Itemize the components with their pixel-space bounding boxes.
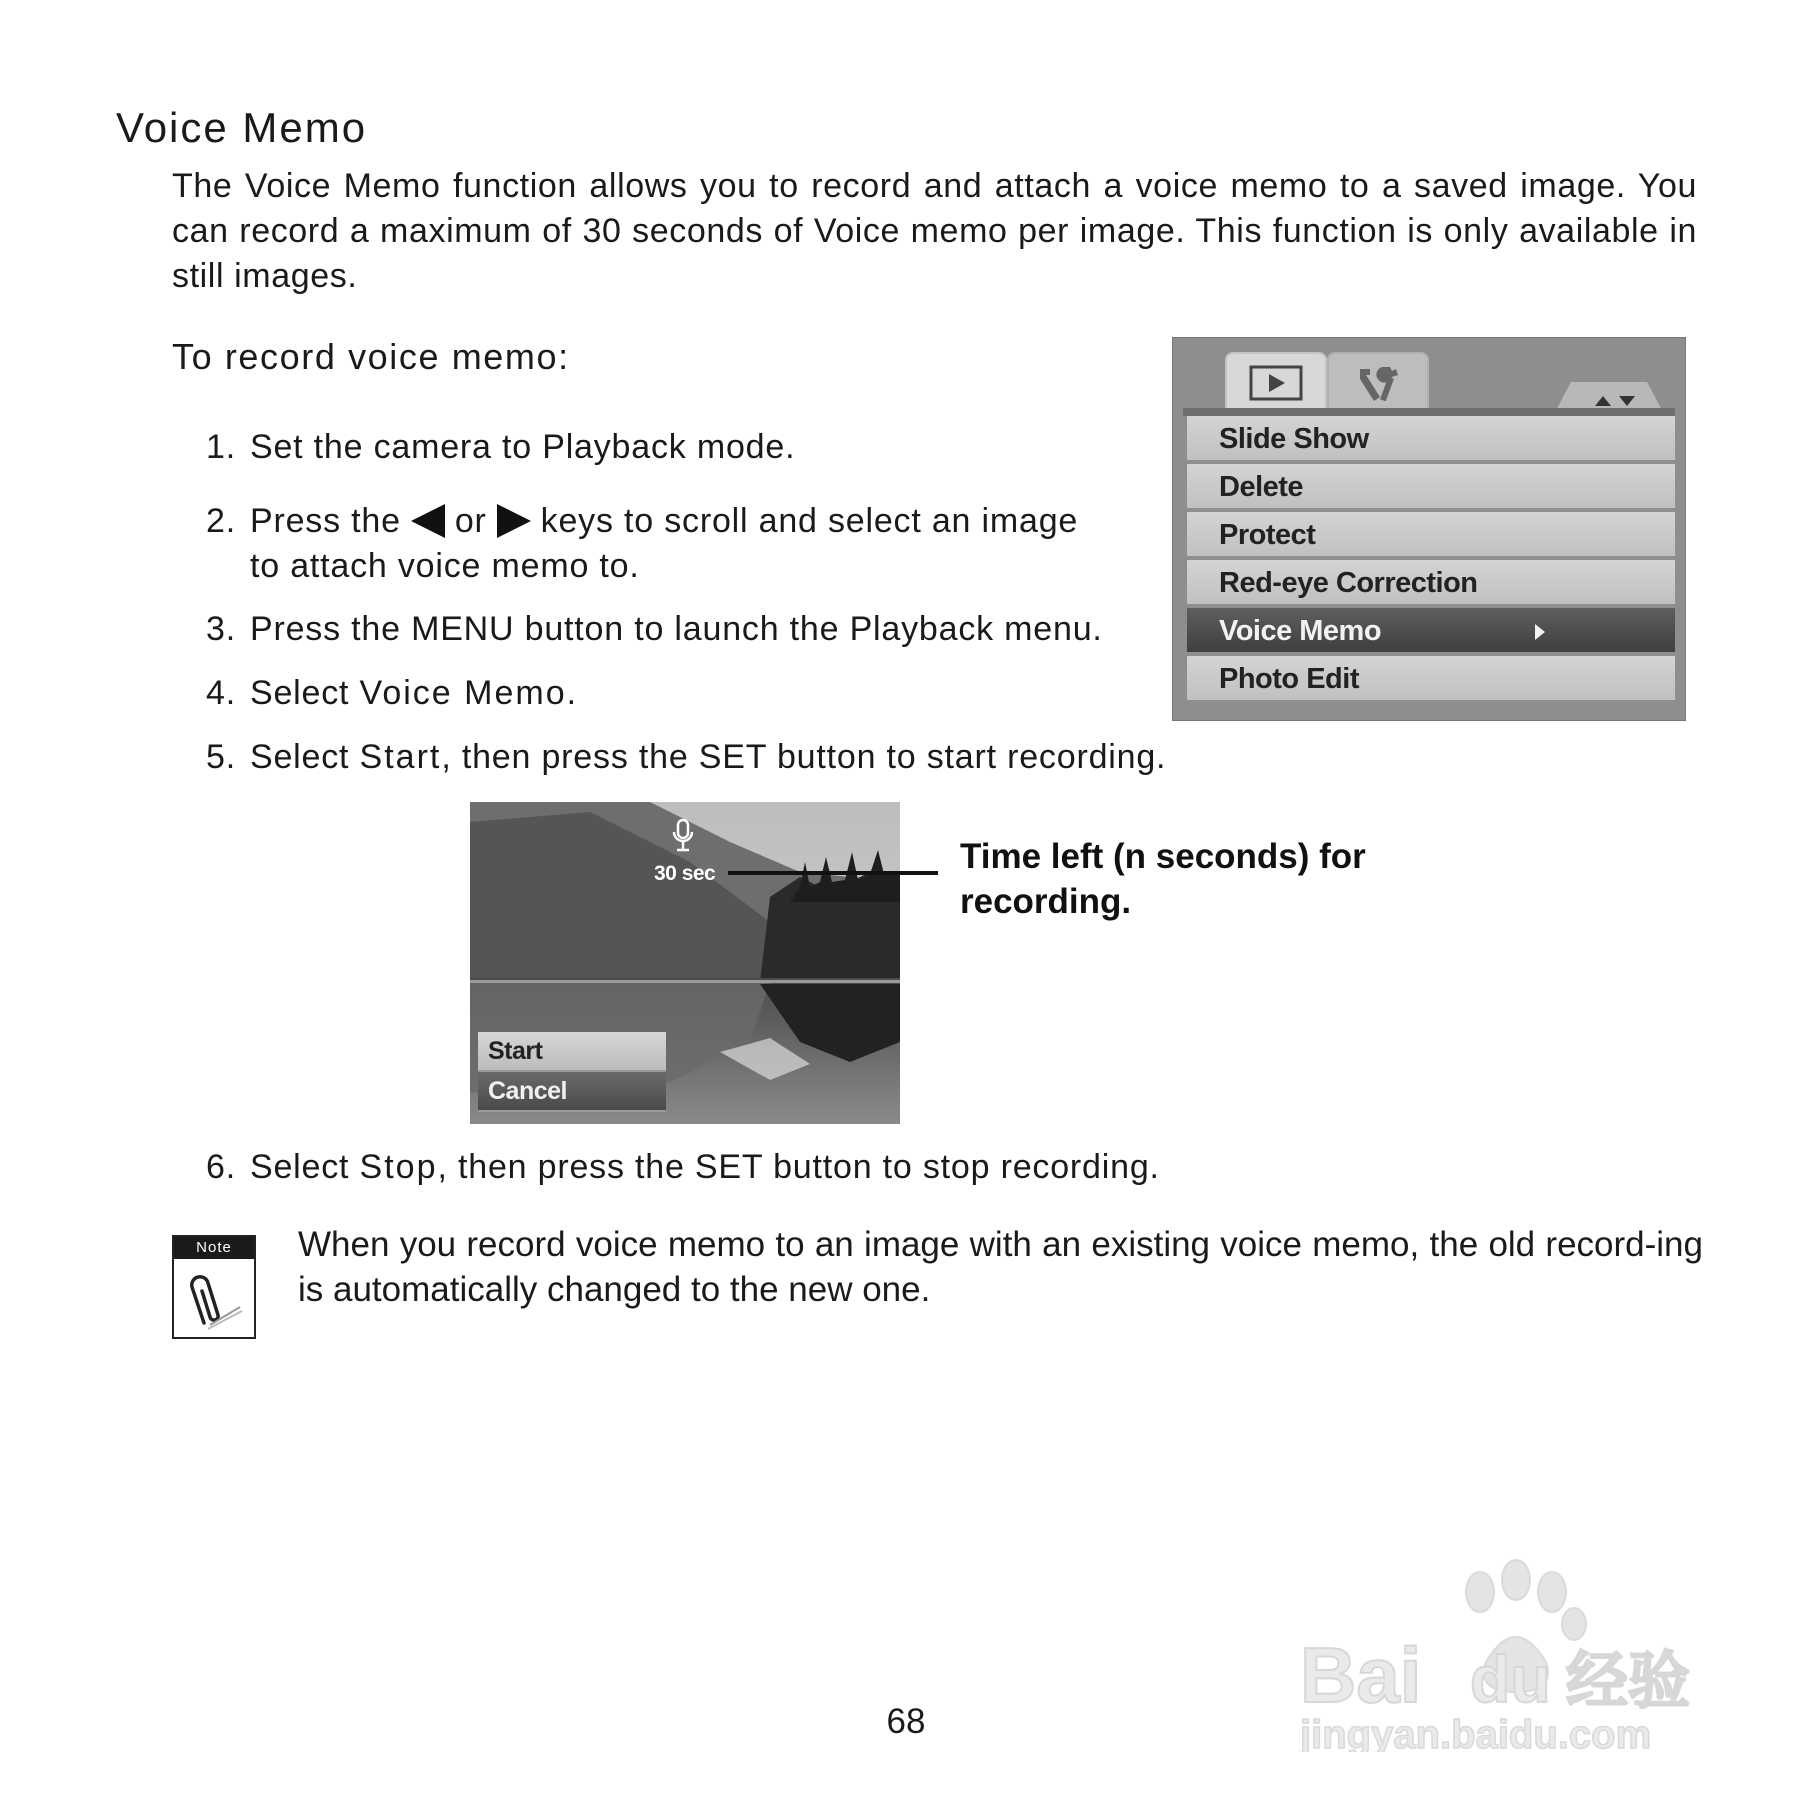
set-key-label: SET xyxy=(698,738,767,776)
step-number: 5. xyxy=(206,738,236,776)
menu-item-voice-memo[interactable] xyxy=(1187,608,1675,652)
step-text: or xyxy=(454,502,487,540)
playback-menu-screenshot xyxy=(1172,337,1686,721)
step-2 xyxy=(206,499,1126,589)
menu-list xyxy=(1187,416,1675,704)
step-3 xyxy=(206,607,1103,652)
callout-line-2: recording. xyxy=(960,882,1132,921)
right-arrow-key-icon xyxy=(497,504,531,538)
time-left-callout xyxy=(960,834,1366,924)
step-text-continued: to attach voice memo to. xyxy=(250,547,640,585)
menu-item-slide-show[interactable]: Slide Show xyxy=(1187,416,1675,460)
option-reference: Stop xyxy=(359,1148,438,1186)
tab-setup xyxy=(1327,352,1429,412)
step-text: Press the xyxy=(250,610,401,648)
microphone-icon xyxy=(670,818,696,854)
intro-paragraph: The Voice Memo function allows you to record and attach a voice memo to a saved image. You can record a maximum of 30 seconds of Voice memo per image. This function is only available in still images. xyxy=(172,167,1697,295)
step-text: Select xyxy=(250,1148,350,1186)
step-6 xyxy=(206,1145,1160,1190)
step-number: 3. xyxy=(206,610,236,648)
step-text: button to launch the Playback menu. xyxy=(524,610,1103,648)
option-reference: Start xyxy=(359,738,442,776)
page-number: 68 xyxy=(886,1702,926,1741)
submenu-arrow-icon xyxy=(1535,624,1545,640)
playback-icon xyxy=(1249,365,1303,401)
step-text: button to start recording. xyxy=(776,738,1167,776)
step-5 xyxy=(206,735,1166,780)
watermark-brand-2: du xyxy=(1470,1642,1551,1716)
step-4 xyxy=(206,671,577,716)
menu-item-protect[interactable]: Protect xyxy=(1187,512,1675,556)
note-label: Note xyxy=(174,1237,254,1259)
set-key-label: SET xyxy=(694,1148,763,1186)
watermark-cn: 经验 xyxy=(1566,1644,1691,1717)
step-text: Set the camera to Playback mode. xyxy=(250,428,796,466)
start-option[interactable]: Start xyxy=(478,1032,666,1072)
step-number: 6. xyxy=(206,1148,236,1186)
tab-playback xyxy=(1225,352,1327,412)
record-options-menu xyxy=(478,1032,666,1112)
step-text: , then press the xyxy=(441,738,689,776)
step-number: 4. xyxy=(206,674,236,712)
paperclip-icon xyxy=(180,1263,246,1333)
menu-item-red-eye-correction[interactable]: Red-eye Correction xyxy=(1187,560,1675,604)
left-arrow-key-icon xyxy=(411,504,445,538)
step-text: Press the xyxy=(250,502,401,540)
callout-leader-line xyxy=(728,871,938,875)
setup-wrench-icon xyxy=(1352,363,1404,403)
time-left-label: 30 sec xyxy=(654,862,716,885)
step-text: , then press the xyxy=(437,1148,685,1186)
menu-item-delete[interactable]: Delete xyxy=(1187,464,1675,508)
recording-screen-screenshot xyxy=(470,802,900,1124)
menu-item-label: Voice Memo xyxy=(1219,615,1382,647)
step-text: button to stop recording. xyxy=(773,1148,1160,1186)
menu-key-label: MENU xyxy=(411,610,515,648)
step-text: keys to scroll and select an image xyxy=(540,502,1079,540)
watermark-brand: Bai xyxy=(1300,1631,1422,1719)
menu-item-reference: Voice Memo xyxy=(359,674,567,712)
step-text: Select xyxy=(250,674,350,712)
step-text: Select xyxy=(250,738,350,776)
step-number: 2. xyxy=(206,502,236,540)
step-1 xyxy=(206,425,795,470)
menu-item-photo-edit[interactable]: Photo Edit xyxy=(1187,656,1675,700)
menu-divider xyxy=(1183,408,1675,416)
baidu-paw-logo-icon xyxy=(1290,1552,1730,1752)
note-badge xyxy=(172,1235,256,1339)
note-text: When you record voice memo to an image with an existing voice memo, the old record-ing is automatically changed to the new one. xyxy=(298,1225,1703,1309)
section-subheading: To record voice memo: xyxy=(172,336,570,377)
watermark-url: jingyan.baidu.com xyxy=(1300,1713,1652,1752)
step-text: . xyxy=(566,674,577,712)
step-number: 1. xyxy=(206,428,236,466)
baidu-watermark xyxy=(1290,1552,1730,1752)
cancel-option[interactable]: Cancel xyxy=(478,1072,666,1112)
callout-line-1: Time left (n seconds) for xyxy=(960,837,1366,876)
page-title: Voice Memo xyxy=(116,104,368,151)
